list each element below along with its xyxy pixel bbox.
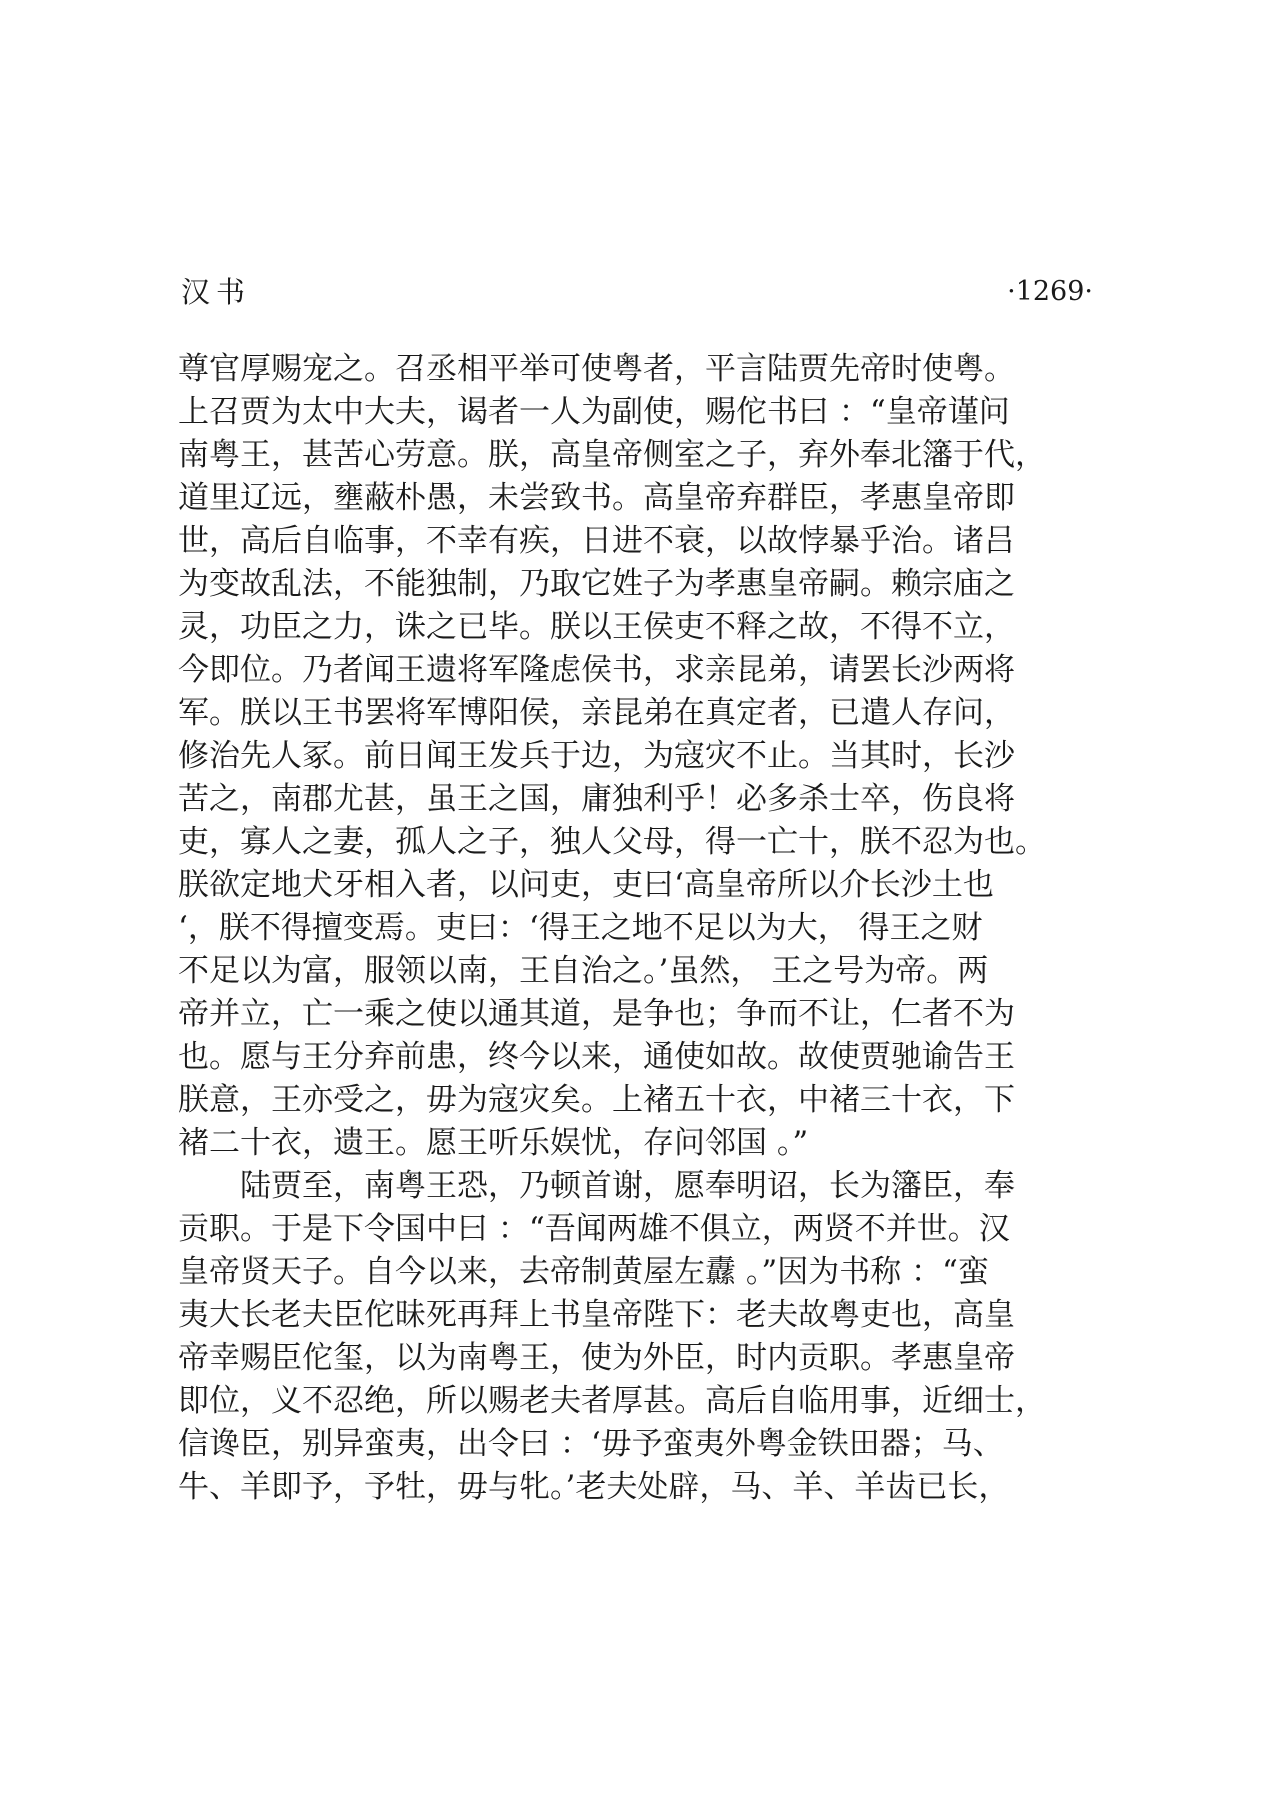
text-line: 上召贾为太中大夫，谒者一人为副使，赐佗书曰 ：“皇帝谨问: [178, 394, 1010, 430]
page-header: [181, 272, 1093, 312]
text-line: 今即位。乃者闻王遗将军隆虑侯书，求亲昆弟，请罢长沙两将: [178, 652, 1015, 688]
text-line: 不足以为富，服领以南，王自治之。’虽然， 王之号为帝。两: [178, 953, 989, 989]
text-line: 帝并立，亡一乘之使以通其道，是争也；争而不让，仁者不为: [178, 996, 1015, 1032]
text-line: 即位，义不忍绝，所以赐老夫者厚甚。高后自临用事，近细士，: [178, 1383, 1046, 1419]
text-line: 也。愿与王分弃前患，终今以来，通使如故。故使贾驰谕告王: [178, 1039, 1015, 1075]
text-line: 朕意，王亦受之，毋为寇灾矣。上褚五十衣，中褚三十衣，下: [178, 1082, 1015, 1118]
text-line: 为变故乱法，不能独制，乃取它姓子为孝惠皇帝嗣。赖宗庙之: [178, 566, 1015, 602]
text-line: 信谗臣，别异蛮夷，出令曰 ：‘毋予蛮夷外粤金铁田器；马、: [178, 1426, 1004, 1462]
text-line: 灵，功臣之力，诛之已毕。朕以王侯吏不释之故，不得不立，: [178, 609, 1015, 645]
text-line: 世，高后自临事，不幸有疾，日进不衰，以故悖暴乎治。诸吕: [178, 523, 1015, 559]
running-title: 汉书: [181, 275, 252, 309]
text-line: 道里辽远，壅蔽朴愚，未尝致书。高皇帝弃群臣，孝惠皇帝即: [178, 480, 1015, 516]
text-line: 牛、羊即予，予牡，毋与牝。’老夫处辟，马、羊、羊齿已长，: [178, 1469, 1010, 1505]
text-line: 皇帝贤天子。自今以来，去帝制黄屋左纛 。”因为书称 ：“蛮: [178, 1254, 989, 1290]
text-line: 朕欲定地犬牙相入者，以问吏，吏曰‘高皇帝所以介长沙土也: [178, 867, 994, 903]
paragraph-start-line: 陆贾至，南粤王恐，乃顿首谢，愿奉明诏，长为籓臣，奉: [240, 1168, 1015, 1204]
body-text: [178, 348, 1098, 1509]
page-number: ·1269·: [1007, 276, 1093, 307]
text-line: 尊官厚赐宠之。召丞相平举可使粤者，平言陆贾先帝时使粤。: [178, 351, 1015, 387]
text-line: 贡职。于是下令国中曰 ：“吾闻两雄不俱立，两贤不并世。汉: [178, 1211, 1010, 1247]
text-line: 帝幸赐臣佗玺，以为南粤王，使为外臣，时内贡职。孝惠皇帝: [178, 1340, 1015, 1376]
text-line: 苦之，南郡尤甚，虽王之国，庸独利乎！必多杀士卒，伤良将: [178, 781, 1015, 817]
text-line: 褚二十衣，遗王。愿王听乐娱忧，存问邻国 。”: [178, 1125, 809, 1161]
text-line: 南粤王，甚苦心劳意。朕，高皇帝侧室之子，弃外奉北籓于代，: [178, 437, 1046, 473]
text-line: 修治先人冢。前日闻王发兵于边，为寇灾不止。当其时，长沙: [178, 738, 1015, 774]
text-line: ‘，朕不得擅变焉。吏曰：‘得王之地不足以为大， 得王之财: [178, 910, 983, 946]
text-line: 夷大长老夫臣佗昧死再拜上书皇帝陛下：老夫故粤吏也，高皇: [178, 1297, 1015, 1333]
text-line: 吏，寡人之妻，孤人之子，独人父母，得一亡十，朕不忍为也。: [178, 824, 1046, 860]
text-line: 军。朕以王书罢将军博阳侯，亲昆弟在真定者，已遣人存问，: [178, 695, 1015, 731]
